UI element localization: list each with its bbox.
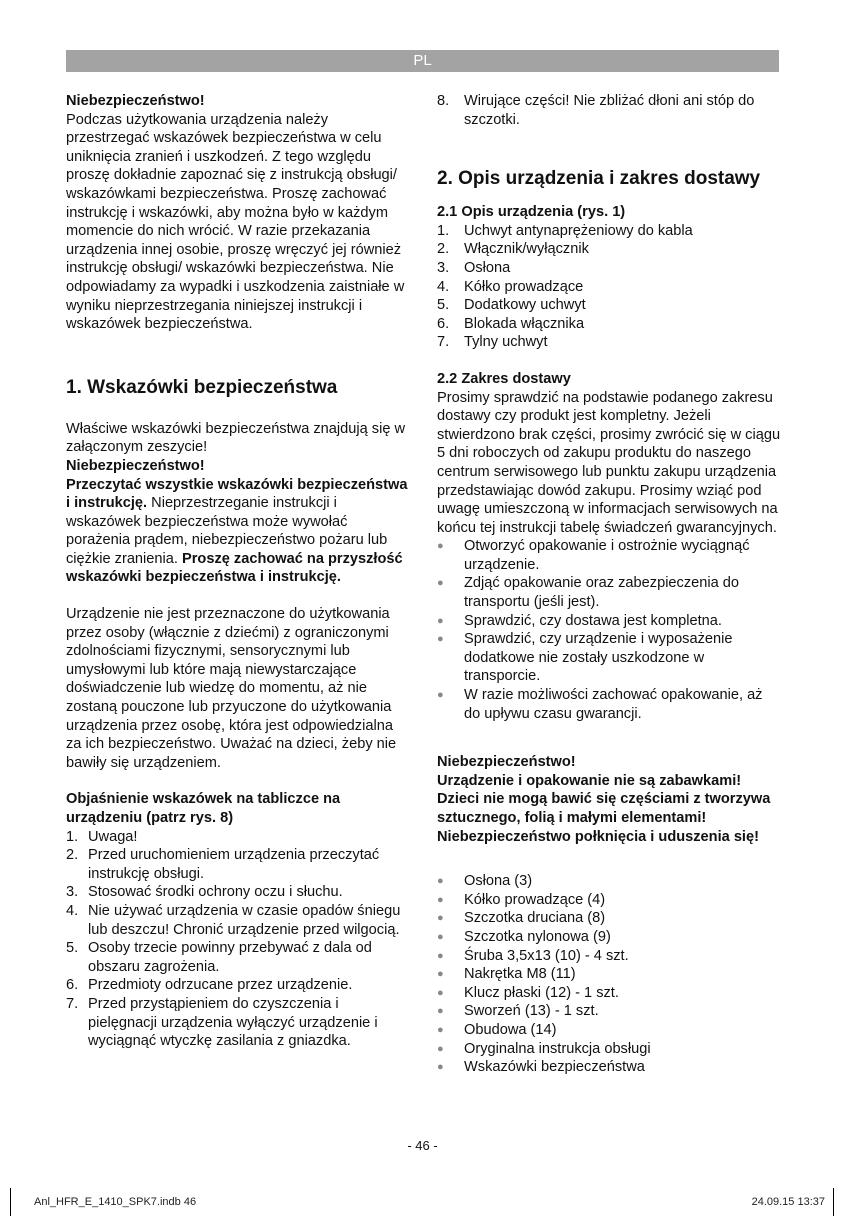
section-1-bold-2: Proszę zachować na przyszłość wskazówki bezpieczeństwa i instrukcję. [66,550,403,586]
symbols-title: Objaśnienie wskazówek na tabliczce na urządzeniu (patrz rys. 8) [66,791,341,826]
symbols-list-continued [437,92,782,129]
warning-title: Niebezpieczeństwo! [66,93,205,109]
list-item: 4. Nie używać urządzenia w czasie opadów śniegu lub deszczu! Chronić urządzenie przed wilgocią. [66,902,401,938]
footer-file: Anl_HFR_E_1410_SPK7.indb 46 [34,1196,197,1208]
unpacking-steps [437,537,782,723]
list-item: 7. Przed przystąpieniem do czyszczenia i pielęgnacji urządzenia wyłączyć urządzenie i wyciągnąć wtyczkę zasilania z gniazdka. [66,995,378,1050]
section-1-title: 1. Wskazówki bezpieczeństwa [66,376,338,398]
list-item: 6. Przedmioty odrzucane przez urządzenie. [66,977,353,994]
section-1-bold-1: Przeczytać wszystkie wskazówki bezpieczeństwa i instrukcję. [66,476,408,512]
list-item: 7. Tylny uchwyt [437,334,548,351]
list-item: ● Sprawdzić, czy urządzenie i wyposażenie dodatkowe nie zostały uszkodzone w transporcie. [437,631,733,685]
right-column [437,92,782,1077]
bullet-icon: ● [437,1042,444,1055]
bullet-icon: ● [437,1005,444,1018]
bullet-icon: ● [437,689,444,702]
bullet-icon: ● [437,633,444,646]
list-item: ● Śruba 3,5x13 (10) - 4 szt. [437,947,629,964]
left-column [66,92,411,1051]
list-item: ● Sprawdzić, czy dostawa jest kompletna. [437,612,722,629]
list-item: 6. Blokada włącznika [437,315,585,332]
list-item: ● Otworzyć opakowanie i ostrożnie wyciągnąć urządzenie. [437,538,750,573]
bullet-icon: ● [437,912,444,925]
section-1-usage-note: Urządzenie nie jest przeznaczone do użytkowania przez osoby (włącznie z dziećmi) z ograniczonymi zdolnościami fizycznymi, sensorycznymi lub umysłowymi lub które mają niewystarczające doświadczenie lub wiedzę do momentu, aż nie zostaną pouczone lub przyuczone do użytkowania urządzenia przez osobę, która jest odpowiedzialna za ich bezpieczeństwo. Uważać na dzieci, żeby nie bawiły się urządzeniem. [66,606,397,771]
crop-mark [10,1188,11,1216]
bullet-icon: ● [437,540,444,553]
list-item: ● Oryginalna instrukcja obsługi [437,1040,651,1057]
list-item: ● W razie możliwości zachować opakowanie, aż do upływu czasu gwarancji. [437,687,763,722]
bullet-icon: ● [437,1023,444,1036]
section-2-2-title: 2.2 Zakres dostawy [437,370,571,387]
list-item: 2. Przed uruchomieniem urządzenia przeczytać instrukcję obsługi. [66,847,380,882]
list-item: ● Sworzeń (13) - 1 szt. [437,1003,599,1020]
list-item: ● Klucz płaski (12) - 1 szt. [437,984,619,1001]
symbols-list [66,828,411,1051]
section-1-warning: Niebezpieczeństwo! [66,457,205,474]
section-1-text-1: Nieprzestrzeganie instrukcji i wskazówek bezpieczeństwa może wywołać porażenia prądem, niebezpieczeństwo pożaru lub ciężkie zranienia. [66,495,388,567]
list-item: 5. Osoby trzecie powinny przebywać z dala od obszaru zagrożenia. [66,940,372,975]
list-item: ● Obudowa (14) [437,1021,557,1038]
packaging-warning-text: Urządzenie i opakowanie nie są zabawkami! Dzieci nie mogą bawić się częściami z tworzywa sztucznego, folią i małymi elementami! Niebezpieczeństwo połknięcia i uduszenia się! [437,772,771,845]
parts-list [437,222,782,352]
crop-mark [833,1188,834,1216]
list-item: 5. Dodatkowy uchwyt [437,297,586,314]
list-item: ● Szczotka nylonowa (9) [437,928,611,945]
bullet-icon: ● [437,893,444,906]
bullet-icon: ● [437,577,444,590]
list-item: 3. Stosować środki ochrony oczu i słuchu. [66,884,343,901]
list-item: ● Zdjąć opakowanie oraz zabezpieczenia do transportu (jeśli jest). [437,575,740,611]
page-number: - 46 - [407,1138,438,1153]
list-item: 8. Wirujące części! Nie zbliżać dłoni ani stóp do szczotki. [437,93,755,128]
language-header [66,50,779,72]
list-item: 4. Kółko prowadzące [437,278,584,295]
delivery-contents [437,872,782,1077]
list-item: 2. Włącznik/wyłącznik [437,241,589,258]
bullet-icon: ● [437,1061,444,1074]
list-item: ● Wskazówki bezpieczeństwa [437,1059,645,1076]
footer-date: 24.09.15 13:37 [751,1196,825,1208]
bullet-icon: ● [437,930,444,943]
bullet-icon: ● [437,968,444,981]
list-item: ● Osłona (3) [437,873,533,890]
section-2-title: 2. Opis urządzenia i zakres dostawy [437,168,761,190]
section-2-2-text: Prosimy sprawdzić na podstawie podanego zakresu dostawy czy produkt jest kompletny. Jeżeli stwierdzono brak części, prosimy zwrócić się w ciągu 5 dni roboczych od zakupu produktu do naszego centrum serwisowego lub punktu zakupu urządzenia przedstawiając dowód zakupu. Prosimy wziąć pod uwagę umieszczoną w informacjach serwisowych na końcu tej instrukcji tabelę świadczeń gwarancyjnych. [437,389,781,536]
list-item: 3. Osłona [437,259,511,276]
packaging-warning-title: Niebezpieczeństwo! [437,754,576,771]
list-item: ● Szczotka druciana (8) [437,910,606,927]
section-2-1-title: 2.1 Opis urządzenia (rys. 1) [437,204,626,221]
language-label: PL [413,52,432,69]
list-item: ● Kółko prowadzące (4) [437,891,606,908]
list-item: ● Nakrętka M8 (11) [437,966,576,983]
list-item: 1. Uwaga! [66,828,138,845]
list-item: 1. Uchwyt antynaprężeniowy do kabla [437,222,693,239]
bullet-icon: ● [437,614,444,627]
section-1-intro: Właściwe wskazówki bezpieczeństwa znajdują się w załączonym zeszycie! [66,420,406,456]
bullet-icon: ● [437,949,444,962]
bullet-icon: ● [437,875,444,888]
warning-text: Podczas użytkowania urządzenia należy przestrzegać wskazówek bezpieczeństwa w celu uniknięcia zranień i uszkodzeń. Z tego względu proszę dokładnie zapoznać się z instrukcją obsługi/ wskazówkami bezpieczeństwa. Proszę zachować instrukcję i wskazówki, aby można było w każdym momencie do nich wrócić. W razie przekazania urządzenia innej osobie, proszę wręczyć jej również instrukcję obsługi/ wskazówki bezpieczeństwa. Nie odpowiadamy za wypadki i uszkodzenia zaistniałe w wyniku nieprzestrzegania niniejszej instrukcji i wskazówek bezpieczeństwa. [66,111,405,333]
bullet-icon: ● [437,986,444,999]
section-1-paragraph [66,476,411,588]
